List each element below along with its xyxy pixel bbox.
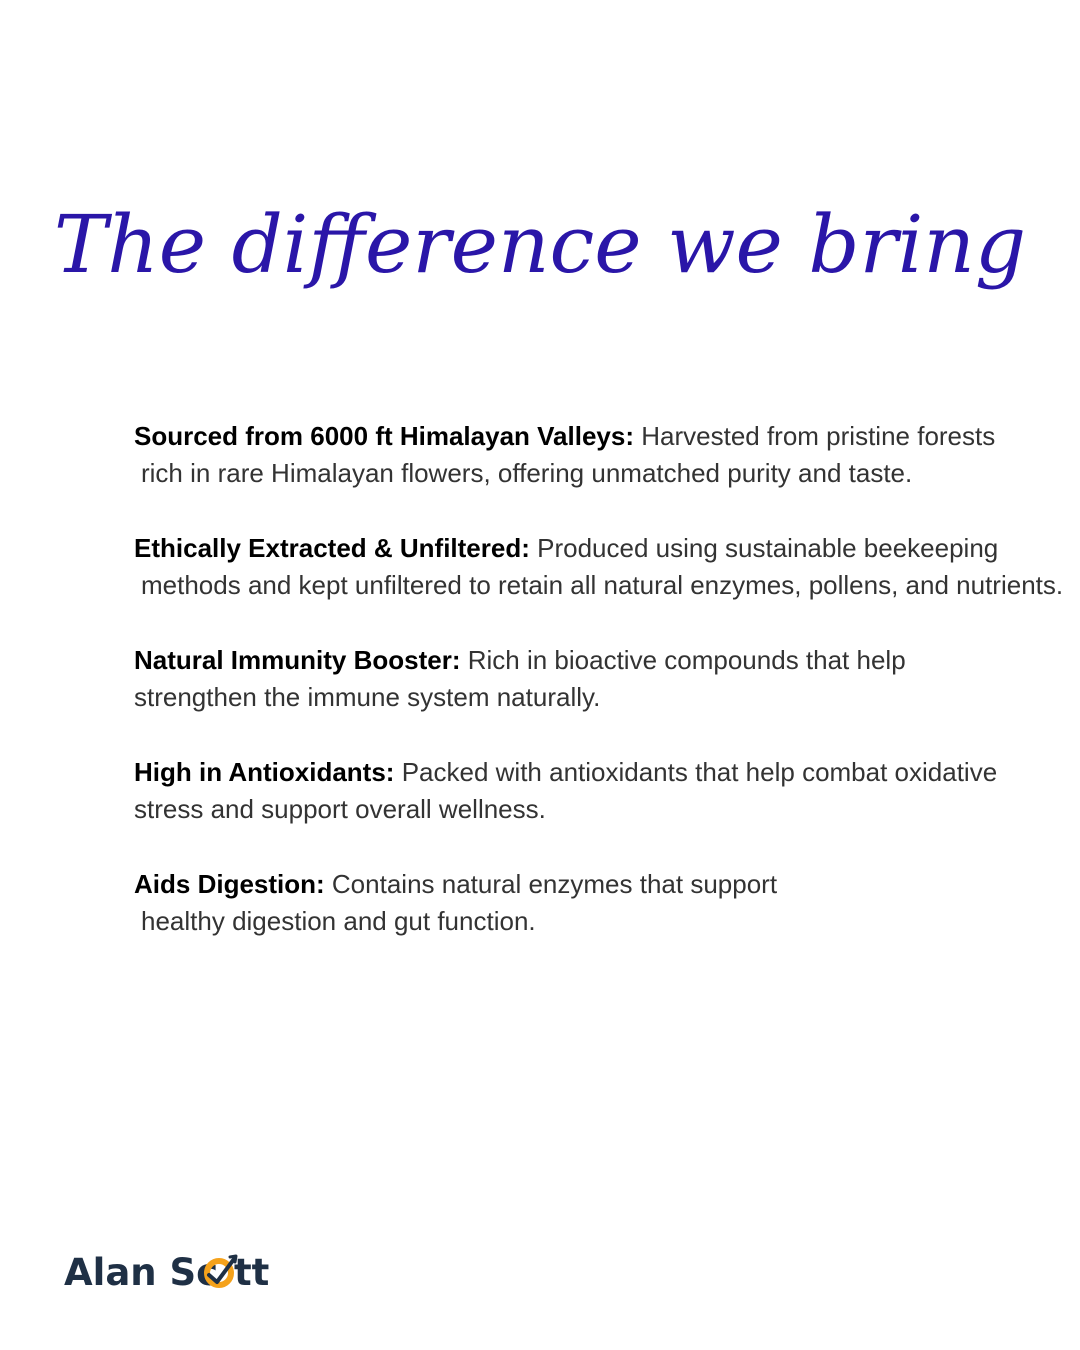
feature-item xyxy=(134,754,1014,828)
alan-scott-logo-icon xyxy=(64,1245,278,1295)
feature-line-1 xyxy=(134,530,1014,567)
feature-heading: Natural Immunity Booster: xyxy=(134,645,461,675)
feature-heading: High in Antioxidants: xyxy=(134,757,395,787)
feature-item xyxy=(134,418,1014,492)
brand-logo xyxy=(64,1245,278,1295)
feature-description: Packed with antioxidants that help combat oxidative xyxy=(401,757,998,787)
feature-line-1 xyxy=(134,754,1014,791)
feature-line-1 xyxy=(134,418,1014,455)
feature-line-2: rich in rare Himalayan flowers, offering unmatched purity and taste. xyxy=(141,458,913,488)
feature-line-2: healthy digestion and gut function. xyxy=(141,906,536,936)
feature-item xyxy=(134,530,1064,604)
feature-description: Harvested from pristine forests xyxy=(641,421,996,451)
svg-text:Alan Sc: Alan Sc xyxy=(64,1251,219,1294)
svg-text:tt: tt xyxy=(234,1251,270,1294)
feature-heading: Aids Digestion: xyxy=(134,869,325,899)
page-title: The difference we bring xyxy=(53,198,1027,291)
feature-heading: Sourced from 6000 ft Himalayan Valleys: xyxy=(134,421,634,451)
feature-line-1 xyxy=(134,642,1014,679)
feature-line-2: stress and support overall wellness. xyxy=(134,794,546,824)
feature-description: Contains natural enzymes that support xyxy=(331,869,778,899)
feature-line-2: strengthen the immune system naturally. xyxy=(134,682,601,712)
feature-description: Produced using sustainable beekeeping xyxy=(537,533,999,563)
feature-description: Rich in bioactive compounds that help xyxy=(467,645,906,675)
feature-heading: Ethically Extracted & Unfiltered: xyxy=(134,533,530,563)
feature-list xyxy=(134,418,1064,978)
feature-item xyxy=(134,642,1014,716)
feature-line-2: methods and kept unfiltered to retain all natural enzymes, pollens, and nutrients. xyxy=(141,570,1064,600)
feature-item xyxy=(134,866,1014,940)
feature-line-1 xyxy=(134,866,1014,903)
